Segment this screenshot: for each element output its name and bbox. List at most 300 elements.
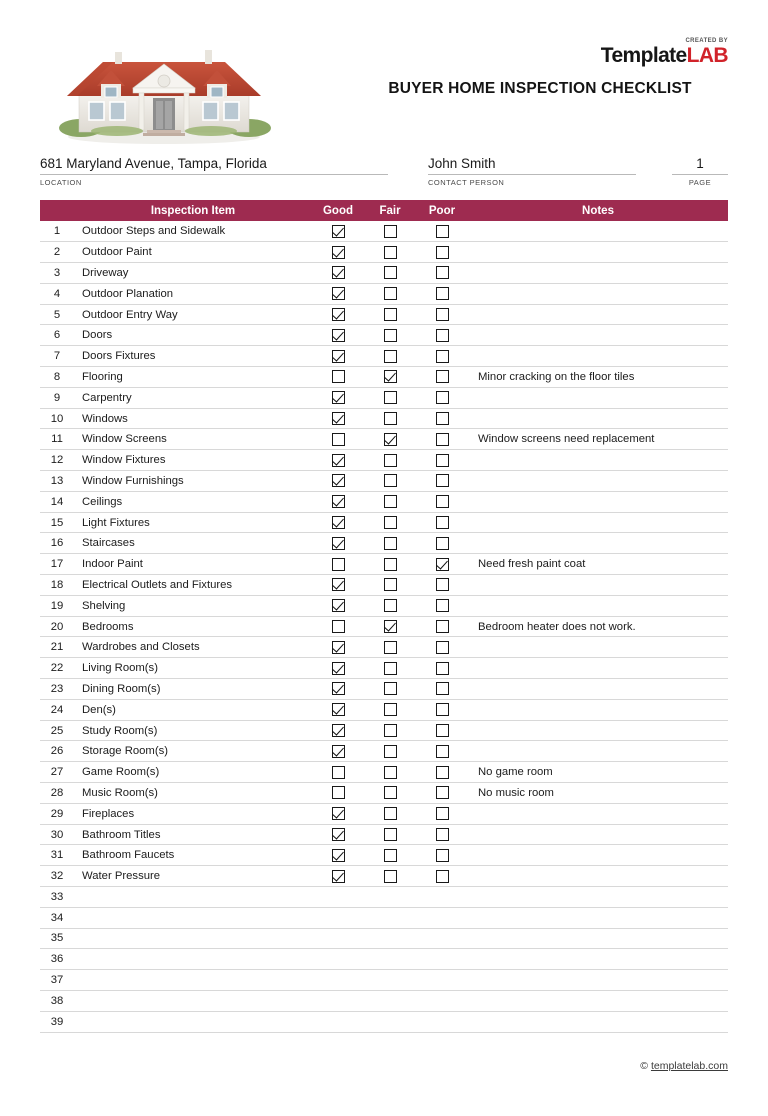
unchecked-checkbox-icon[interactable] — [436, 578, 449, 591]
table-row — [40, 283, 728, 304]
checkbox-cell-fair — [364, 949, 416, 970]
row-number: 38 — [40, 990, 74, 1011]
checkbox-cell-poor[interactable] — [416, 595, 468, 616]
table-row — [40, 720, 728, 741]
unchecked-checkbox-icon[interactable] — [332, 766, 345, 779]
checkbox-cell-fair[interactable] — [364, 575, 416, 596]
notes-cell — [468, 387, 728, 408]
unchecked-checkbox-icon[interactable] — [436, 703, 449, 716]
checked-checkbox-icon[interactable] — [332, 308, 345, 321]
inspection-item-label: Carpentry — [74, 387, 312, 408]
inspection-item-label: Bathroom Titles — [74, 824, 312, 845]
checkbox-cell-good — [312, 990, 364, 1011]
unchecked-checkbox-icon[interactable] — [436, 641, 449, 654]
inspection-item-label: Window Furnishings — [74, 471, 312, 492]
checkbox-cell-poor[interactable] — [416, 741, 468, 762]
notes-cell — [468, 491, 728, 512]
checkbox-cell-poor[interactable] — [416, 845, 468, 866]
checked-checkbox-icon[interactable] — [332, 870, 345, 883]
checked-checkbox-icon[interactable] — [332, 599, 345, 612]
checkbox-cell-fair[interactable] — [364, 325, 416, 346]
checkbox-cell-fair[interactable] — [364, 512, 416, 533]
checkbox-cell-poor[interactable] — [416, 512, 468, 533]
unchecked-checkbox-icon[interactable] — [436, 828, 449, 841]
checkbox-cell-good[interactable] — [312, 450, 364, 471]
table-row — [40, 387, 728, 408]
checkbox-cell-poor[interactable] — [416, 658, 468, 679]
table-row — [40, 595, 728, 616]
contact-person-label: CONTACT PERSON — [428, 178, 505, 187]
inspection-item-label: Bedrooms — [74, 616, 312, 637]
checkbox-cell-fair[interactable] — [364, 263, 416, 284]
checkbox-cell-good[interactable] — [312, 533, 364, 554]
notes-cell — [468, 887, 728, 908]
checkbox-cell-poor[interactable] — [416, 367, 468, 388]
checkbox-cell-poor[interactable] — [416, 554, 468, 575]
checkbox-cell-poor[interactable] — [416, 304, 468, 325]
table-row — [40, 533, 728, 554]
footer — [40, 1060, 728, 1072]
checkbox-cell-poor[interactable] — [416, 762, 468, 783]
checkbox-cell-fair[interactable] — [364, 616, 416, 637]
checkbox-cell-poor[interactable] — [416, 699, 468, 720]
contact-person-field[interactable] — [428, 156, 636, 187]
checkbox-cell-fair[interactable] — [364, 699, 416, 720]
checked-checkbox-icon[interactable] — [332, 807, 345, 820]
checked-checkbox-icon[interactable] — [384, 620, 397, 633]
checked-checkbox-icon[interactable] — [332, 578, 345, 591]
checkbox-cell-good[interactable] — [312, 616, 364, 637]
unchecked-checkbox-icon[interactable] — [436, 454, 449, 467]
checkbox-cell-fair[interactable] — [364, 429, 416, 450]
unchecked-checkbox-icon[interactable] — [436, 724, 449, 737]
checkbox-cell-fair[interactable] — [364, 845, 416, 866]
inspection-item-label: Water Pressure — [74, 866, 312, 887]
unchecked-checkbox-icon[interactable] — [384, 474, 397, 487]
table-row-empty — [40, 949, 728, 970]
checkbox-cell-fair[interactable] — [364, 491, 416, 512]
checked-checkbox-icon[interactable] — [332, 474, 345, 487]
checkbox-cell-fair[interactable] — [364, 533, 416, 554]
checked-checkbox-icon[interactable] — [332, 495, 345, 508]
contact-person-value: John Smith — [428, 156, 636, 175]
notes-cell — [468, 990, 728, 1011]
row-number: 31 — [40, 845, 74, 866]
row-number: 18 — [40, 575, 74, 596]
column-header-fair: Fair — [364, 200, 416, 221]
row-number: 27 — [40, 762, 74, 783]
table-row — [40, 325, 728, 346]
checked-checkbox-icon[interactable] — [332, 849, 345, 862]
unchecked-checkbox-icon[interactable] — [436, 537, 449, 550]
checked-checkbox-icon[interactable] — [332, 703, 345, 716]
notes-cell — [468, 471, 728, 492]
row-number: 15 — [40, 512, 74, 533]
unchecked-checkbox-icon[interactable] — [436, 329, 449, 342]
checkbox-cell-fair[interactable] — [364, 304, 416, 325]
row-number: 26 — [40, 741, 74, 762]
inspection-item-input — [74, 907, 312, 928]
checkbox-cell-good[interactable] — [312, 429, 364, 450]
checkbox-cell-fair[interactable] — [364, 450, 416, 471]
checkbox-cell-poor[interactable] — [416, 242, 468, 263]
checked-checkbox-icon[interactable] — [332, 828, 345, 841]
unchecked-checkbox-icon[interactable] — [436, 266, 449, 279]
unchecked-checkbox-icon[interactable] — [332, 558, 345, 571]
unchecked-checkbox-icon[interactable] — [384, 766, 397, 779]
checkbox-cell-fair[interactable] — [364, 741, 416, 762]
unchecked-checkbox-icon[interactable] — [384, 266, 397, 279]
unchecked-checkbox-icon[interactable] — [436, 807, 449, 820]
checkbox-cell-fair[interactable] — [364, 387, 416, 408]
checkbox-cell-poor[interactable] — [416, 450, 468, 471]
checkbox-cell-good[interactable] — [312, 741, 364, 762]
unchecked-checkbox-icon[interactable] — [332, 786, 345, 799]
checkbox-cell-fair[interactable] — [364, 554, 416, 575]
unchecked-checkbox-icon[interactable] — [436, 745, 449, 758]
unchecked-checkbox-icon[interactable] — [384, 599, 397, 612]
checkbox-cell-poor[interactable] — [416, 575, 468, 596]
checked-checkbox-icon[interactable] — [384, 433, 397, 446]
checkbox-cell-good[interactable] — [312, 325, 364, 346]
inspection-item-input — [74, 949, 312, 970]
checkbox-cell-poor[interactable] — [416, 387, 468, 408]
checkbox-cell-poor[interactable] — [416, 637, 468, 658]
checkbox-cell-fair[interactable] — [364, 283, 416, 304]
table-row-empty — [40, 990, 728, 1011]
checkbox-cell-good[interactable] — [312, 783, 364, 804]
checked-checkbox-icon[interactable] — [332, 537, 345, 550]
unchecked-checkbox-icon[interactable] — [384, 558, 397, 571]
row-number: 8 — [40, 367, 74, 388]
unchecked-checkbox-icon[interactable] — [384, 849, 397, 862]
table-row — [40, 845, 728, 866]
inspection-table — [40, 200, 728, 1033]
notes-cell — [468, 595, 728, 616]
row-number: 10 — [40, 408, 74, 429]
checkbox-cell-fair[interactable] — [364, 824, 416, 845]
checkbox-cell-poor[interactable] — [416, 803, 468, 824]
checkbox-cell-fair[interactable] — [364, 720, 416, 741]
checkbox-cell-fair[interactable] — [364, 637, 416, 658]
unchecked-checkbox-icon[interactable] — [436, 599, 449, 612]
row-number: 33 — [40, 887, 74, 908]
checkbox-cell-poor[interactable] — [416, 679, 468, 700]
checkbox-cell-good[interactable] — [312, 762, 364, 783]
unchecked-checkbox-icon[interactable] — [332, 620, 345, 633]
unchecked-checkbox-icon[interactable] — [384, 870, 397, 883]
unchecked-checkbox-icon[interactable] — [384, 537, 397, 550]
inspection-item-label: Bathroom Faucets — [74, 845, 312, 866]
unchecked-checkbox-icon[interactable] — [436, 287, 449, 300]
notes-cell — [468, 346, 728, 367]
checked-checkbox-icon[interactable] — [332, 266, 345, 279]
table-row — [40, 491, 728, 512]
checkbox-cell-fair[interactable] — [364, 221, 416, 242]
checkbox-cell-poor[interactable] — [416, 720, 468, 741]
row-number: 5 — [40, 304, 74, 325]
row-number: 23 — [40, 679, 74, 700]
checked-checkbox-icon[interactable] — [332, 412, 345, 425]
unchecked-checkbox-icon[interactable] — [436, 662, 449, 675]
row-number: 30 — [40, 824, 74, 845]
checkbox-cell-poor[interactable] — [416, 471, 468, 492]
unchecked-checkbox-icon[interactable] — [384, 225, 397, 238]
unchecked-checkbox-icon[interactable] — [384, 724, 397, 737]
row-number: 32 — [40, 866, 74, 887]
checkbox-cell-fair[interactable] — [364, 762, 416, 783]
unchecked-checkbox-icon[interactable] — [384, 350, 397, 363]
checked-checkbox-icon[interactable] — [332, 516, 345, 529]
checkbox-cell-fair[interactable] — [364, 346, 416, 367]
checked-checkbox-icon[interactable] — [332, 682, 345, 695]
location-field[interactable] — [40, 156, 388, 187]
inspection-item-label: Driveway — [74, 263, 312, 284]
checkbox-cell-poor[interactable] — [416, 429, 468, 450]
checkbox-cell-good[interactable] — [312, 491, 364, 512]
row-number: 14 — [40, 491, 74, 512]
checkbox-cell-poor[interactable] — [416, 221, 468, 242]
checked-checkbox-icon[interactable] — [332, 391, 345, 404]
checkbox-cell-fair — [364, 928, 416, 949]
checkbox-cell-fair[interactable] — [364, 658, 416, 679]
checked-checkbox-icon[interactable] — [332, 745, 345, 758]
checked-checkbox-icon[interactable] — [436, 558, 449, 571]
notes-cell — [468, 803, 728, 824]
unchecked-checkbox-icon[interactable] — [384, 454, 397, 467]
unchecked-checkbox-icon[interactable] — [384, 703, 397, 716]
checkbox-cell-fair[interactable] — [364, 803, 416, 824]
checkbox-cell-poor[interactable] — [416, 783, 468, 804]
checkbox-cell-fair[interactable] — [364, 679, 416, 700]
unchecked-checkbox-icon[interactable] — [436, 682, 449, 695]
table-row — [40, 512, 728, 533]
unchecked-checkbox-icon[interactable] — [384, 682, 397, 695]
checkbox-cell-fair — [364, 990, 416, 1011]
inspection-item-label: Game Room(s) — [74, 762, 312, 783]
notes-cell — [468, 679, 728, 700]
checkbox-cell-good[interactable] — [312, 720, 364, 741]
column-header-item: Inspection Item — [74, 200, 312, 221]
unchecked-checkbox-icon[interactable] — [436, 391, 449, 404]
checkbox-cell-good[interactable] — [312, 824, 364, 845]
notes-cell — [468, 450, 728, 471]
notes-cell — [468, 533, 728, 554]
checkbox-cell-good — [312, 887, 364, 908]
notes-cell — [468, 741, 728, 762]
unchecked-checkbox-icon[interactable] — [384, 828, 397, 841]
checked-checkbox-icon[interactable] — [332, 287, 345, 300]
unchecked-checkbox-icon[interactable] — [436, 786, 449, 799]
inspection-item-label: Window Screens — [74, 429, 312, 450]
logo-template-text: Template — [600, 44, 687, 67]
unchecked-checkbox-icon[interactable] — [436, 225, 449, 238]
location-value: 681 Maryland Avenue, Tampa, Florida — [40, 156, 388, 175]
notes-cell — [468, 699, 728, 720]
unchecked-checkbox-icon[interactable] — [436, 620, 449, 633]
checkbox-cell-good[interactable] — [312, 845, 364, 866]
notes-cell — [468, 242, 728, 263]
checkbox-cell-fair[interactable] — [364, 595, 416, 616]
checkbox-cell-poor[interactable] — [416, 408, 468, 429]
unchecked-checkbox-icon[interactable] — [384, 516, 397, 529]
page-number-value: 1 — [672, 156, 728, 175]
unchecked-checkbox-icon[interactable] — [384, 308, 397, 321]
checkbox-cell-poor[interactable] — [416, 325, 468, 346]
checkbox-cell-poor — [416, 949, 468, 970]
checkbox-cell-good[interactable] — [312, 679, 364, 700]
unchecked-checkbox-icon[interactable] — [384, 578, 397, 591]
checked-checkbox-icon[interactable] — [332, 724, 345, 737]
unchecked-checkbox-icon[interactable] — [436, 246, 449, 259]
unchecked-checkbox-icon[interactable] — [436, 516, 449, 529]
unchecked-checkbox-icon[interactable] — [384, 807, 397, 820]
checkbox-cell-good[interactable] — [312, 387, 364, 408]
notes-cell — [468, 845, 728, 866]
checkbox-cell-poor[interactable] — [416, 616, 468, 637]
table-row — [40, 824, 728, 845]
table-row — [40, 304, 728, 325]
checkbox-cell-good[interactable] — [312, 304, 364, 325]
checkbox-cell-good[interactable] — [312, 346, 364, 367]
table-row — [40, 866, 728, 887]
unchecked-checkbox-icon[interactable] — [384, 329, 397, 342]
table-row — [40, 762, 728, 783]
checkbox-cell-good[interactable] — [312, 408, 364, 429]
table-row — [40, 575, 728, 596]
unchecked-checkbox-icon[interactable] — [436, 495, 449, 508]
unchecked-checkbox-icon[interactable] — [436, 370, 449, 383]
row-number: 24 — [40, 699, 74, 720]
inspection-item-input — [74, 887, 312, 908]
table-row-empty — [40, 887, 728, 908]
unchecked-checkbox-icon[interactable] — [384, 786, 397, 799]
unchecked-checkbox-icon[interactable] — [384, 287, 397, 300]
checkbox-cell-good — [312, 970, 364, 991]
checked-checkbox-icon[interactable] — [332, 350, 345, 363]
unchecked-checkbox-icon[interactable] — [384, 391, 397, 404]
unchecked-checkbox-icon[interactable] — [384, 662, 397, 675]
table-row-empty — [40, 1011, 728, 1032]
checkbox-cell-good[interactable] — [312, 554, 364, 575]
checkbox-cell-good[interactable] — [312, 803, 364, 824]
checkbox-cell-good[interactable] — [312, 471, 364, 492]
checked-checkbox-icon[interactable] — [384, 370, 397, 383]
inspection-item-label: Windows — [74, 408, 312, 429]
inspection-item-label: Dining Room(s) — [74, 679, 312, 700]
inspection-item-input — [74, 928, 312, 949]
unchecked-checkbox-icon[interactable] — [384, 412, 397, 425]
checkbox-cell-good[interactable] — [312, 575, 364, 596]
checkbox-cell-poor[interactable] — [416, 283, 468, 304]
unchecked-checkbox-icon[interactable] — [384, 745, 397, 758]
checked-checkbox-icon[interactable] — [332, 641, 345, 654]
checkbox-cell-poor[interactable] — [416, 866, 468, 887]
page-number-field[interactable] — [672, 156, 728, 187]
checkbox-cell-fair[interactable] — [364, 408, 416, 429]
inspection-item-label: Indoor Paint — [74, 554, 312, 575]
checkbox-cell-good[interactable] — [312, 658, 364, 679]
unchecked-checkbox-icon[interactable] — [436, 849, 449, 862]
checked-checkbox-icon[interactable] — [332, 225, 345, 238]
checkbox-cell-good[interactable] — [312, 637, 364, 658]
row-number: 34 — [40, 907, 74, 928]
checked-checkbox-icon[interactable] — [332, 246, 345, 259]
checked-checkbox-icon[interactable] — [332, 329, 345, 342]
checkbox-cell-good[interactable] — [312, 221, 364, 242]
checkbox-cell-good[interactable] — [312, 263, 364, 284]
checkbox-cell-poor[interactable] — [416, 491, 468, 512]
checkbox-cell-fair[interactable] — [364, 367, 416, 388]
checkbox-cell-good[interactable] — [312, 242, 364, 263]
checkbox-cell-poor[interactable] — [416, 533, 468, 554]
unchecked-checkbox-icon[interactable] — [436, 308, 449, 321]
checkbox-cell-fair[interactable] — [364, 471, 416, 492]
notes-cell: Bedroom heater does not work. — [468, 616, 728, 637]
unchecked-checkbox-icon[interactable] — [436, 766, 449, 779]
house-photo — [53, 36, 275, 148]
unchecked-checkbox-icon[interactable] — [436, 870, 449, 883]
unchecked-checkbox-icon[interactable] — [332, 433, 345, 446]
checked-checkbox-icon[interactable] — [332, 662, 345, 675]
checkbox-cell-good[interactable] — [312, 866, 364, 887]
templatelab-link[interactable]: templatelab.com — [650, 1060, 728, 1072]
table-row — [40, 616, 728, 637]
unchecked-checkbox-icon[interactable] — [436, 350, 449, 363]
checkbox-cell-poor[interactable] — [416, 263, 468, 284]
checkbox-cell-poor[interactable] — [416, 824, 468, 845]
inspection-item-label: Outdoor Steps and Sidewalk — [74, 221, 312, 242]
unchecked-checkbox-icon[interactable] — [384, 246, 397, 259]
row-number: 39 — [40, 1011, 74, 1032]
unchecked-checkbox-icon[interactable] — [332, 370, 345, 383]
inspection-item-label: Den(s) — [74, 699, 312, 720]
row-number: 36 — [40, 949, 74, 970]
checkbox-cell-fair[interactable] — [364, 866, 416, 887]
checkbox-cell-fair[interactable] — [364, 242, 416, 263]
checkbox-cell-good[interactable] — [312, 512, 364, 533]
unchecked-checkbox-icon[interactable] — [436, 433, 449, 446]
checkbox-cell-good[interactable] — [312, 595, 364, 616]
checkbox-cell-good[interactable] — [312, 699, 364, 720]
table-row — [40, 367, 728, 388]
checkbox-cell-fair[interactable] — [364, 783, 416, 804]
column-header-notes: Notes — [468, 200, 728, 221]
inspection-checklist-page — [0, 30, 768, 1116]
unchecked-checkbox-icon[interactable] — [436, 412, 449, 425]
checkbox-cell-good[interactable] — [312, 283, 364, 304]
table-header-row — [40, 200, 728, 221]
row-number: 13 — [40, 471, 74, 492]
notes-cell: Window screens need replacement — [468, 429, 728, 450]
checkbox-cell-good — [312, 1011, 364, 1032]
notes-cell — [468, 949, 728, 970]
table-row — [40, 803, 728, 824]
inspection-item-label: Outdoor Planation — [74, 283, 312, 304]
table-row — [40, 429, 728, 450]
unchecked-checkbox-icon[interactable] — [436, 474, 449, 487]
checked-checkbox-icon[interactable] — [332, 454, 345, 467]
unchecked-checkbox-icon[interactable] — [384, 641, 397, 654]
notes-cell — [468, 907, 728, 928]
checkbox-cell-good[interactable] — [312, 367, 364, 388]
location-label: LOCATION — [40, 178, 82, 187]
table-row — [40, 554, 728, 575]
checkbox-cell-poor — [416, 1011, 468, 1032]
checkbox-cell-poor[interactable] — [416, 346, 468, 367]
row-number: 22 — [40, 658, 74, 679]
unchecked-checkbox-icon[interactable] — [384, 495, 397, 508]
